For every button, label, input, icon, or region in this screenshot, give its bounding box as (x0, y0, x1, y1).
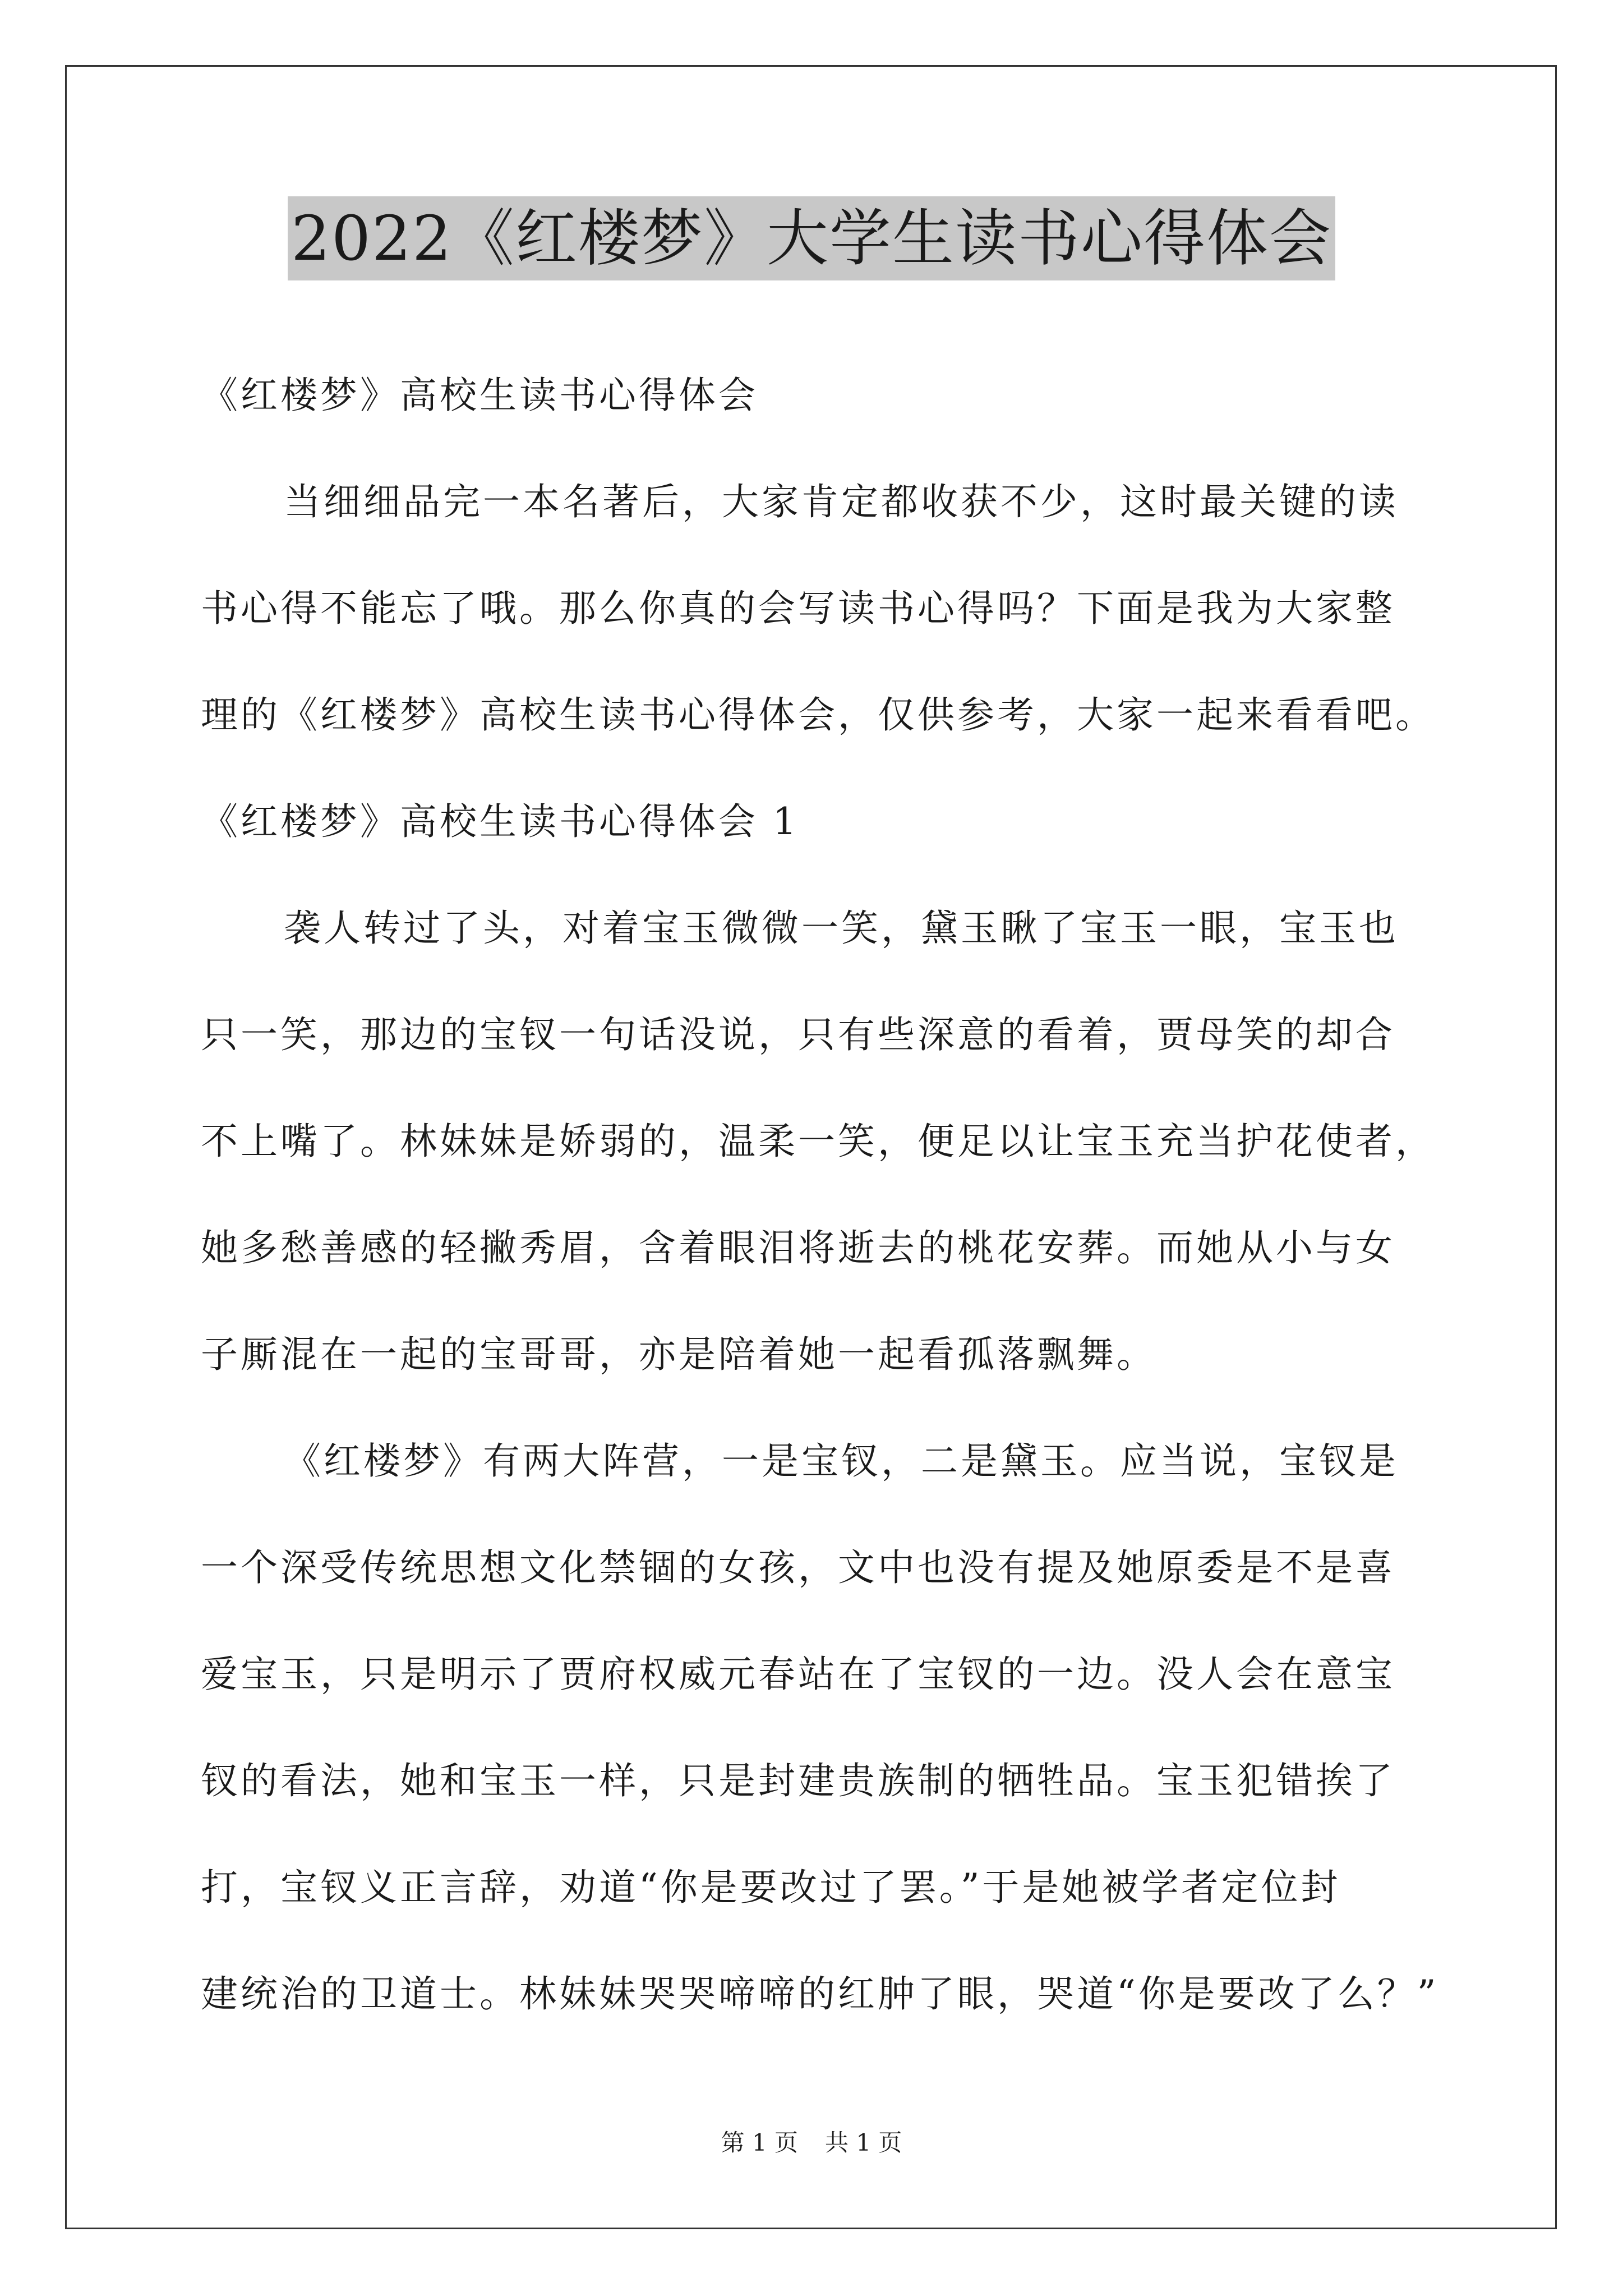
text-line: 打，宝钗义正言辞，劝道“你是要改过了罢。”于是她被学者定位封 (201, 1866, 1341, 1909)
text-line: 一个深受传统思想文化禁锢的女孩，文中也没有提及她原委是不是喜 (201, 1546, 1395, 1589)
page-number: 第 1 页 (721, 2129, 798, 2156)
text-line: 建统治的卫道士。林妹妹哭哭啼啼的红肿了眼，哭道“你是要改了么？” (201, 1972, 1439, 2016)
document-body (201, 342, 1439, 2047)
text-line: 当细细品完一本名著后，大家肯定都收获不少，这时最关键的读 (284, 480, 1399, 523)
text-line: 理的《红楼梦》高校生读书心得体会，仅供参考，大家一起来看看吧。 (201, 693, 1435, 737)
text-line: 只一笑，那边的宝钗一句话没说，只有些深意的看着，贾母笑的却合 (201, 1013, 1395, 1056)
text-line: 书心得不能忘了哦。那么你真的会写读书心得吗？下面是我为大家整 (201, 587, 1395, 630)
page-footer (0, 2126, 1623, 2160)
text-line: 袭人转过了头，对着宝玉微微一笑，黛玉瞅了宝玉一眼，宝玉也 (284, 907, 1399, 950)
text-line: 钗的看法，她和宝玉一样，只是封建贵族制的牺牲品。宝玉犯错挨了 (201, 1759, 1395, 1802)
text-line: 爱宝玉，只是明示了贾府权威元春站在了宝钗的一边。没人会在意宝 (201, 1653, 1395, 1696)
text-line: 《红楼梦》有两大阵营，一是宝钗，二是黛玉。应当说，宝钗是 (284, 1439, 1399, 1483)
text-line: 她多愁善感的轻撇秀眉，含着眼泪将逝去的桃花安葬。而她从小与女 (201, 1226, 1395, 1269)
document-title: 2022《红楼梦》大学生读书心得体会 (288, 196, 1335, 280)
text-line: 不上嘴了。林妹妹是娇弱的，温柔一笑，便足以让宝玉充当护花使者， (201, 1120, 1435, 1163)
title-container (0, 196, 1623, 280)
text-line: 《红楼梦》高校生读书心得体会 1 (201, 800, 799, 843)
page-total: 共 1 页 (825, 2129, 902, 2156)
text-line: 《红楼梦》高校生读书心得体会 (201, 374, 758, 417)
text-line: 子厮混在一起的宝哥哥，亦是陪着她一起看孤落飘舞。 (201, 1333, 1156, 1376)
